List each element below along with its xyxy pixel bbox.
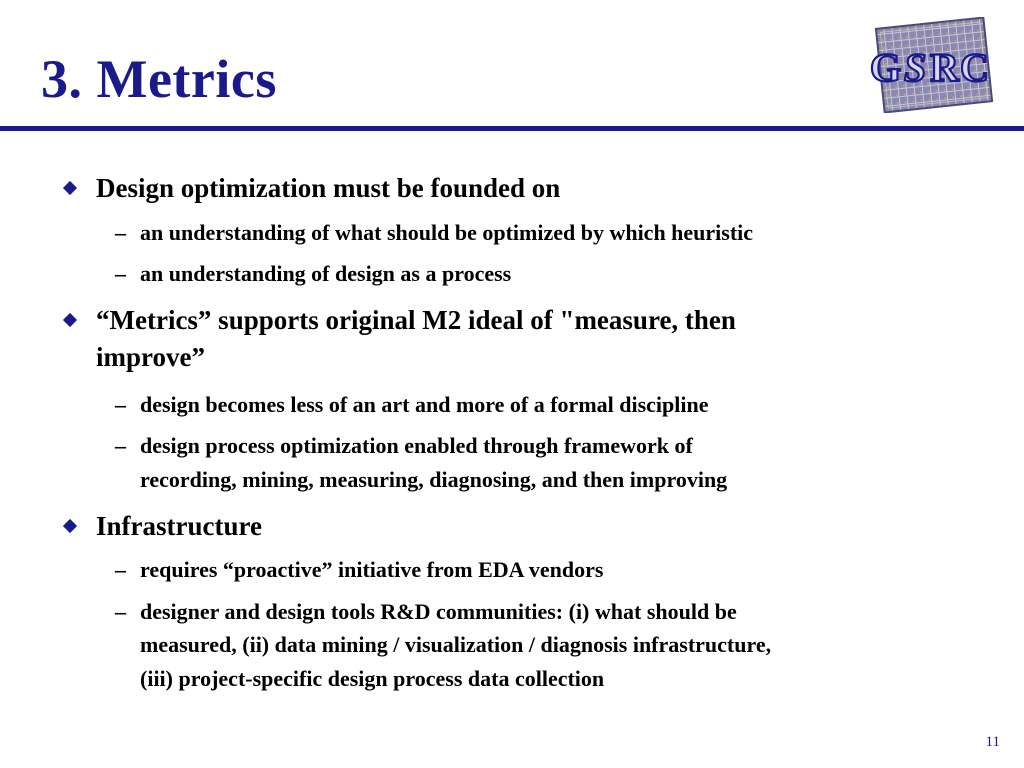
diamond-bullet-icon [63, 181, 77, 195]
bullet-3-sub-1: requires “proactive” initiative from EDA vendors [140, 557, 604, 582]
bullet-2-sub-1: design becomes less of an art and more of a formal discipline [140, 392, 709, 417]
slide-title: 3. Metrics [41, 49, 277, 109]
svg-text:R: R [930, 45, 959, 90]
diamond-bullet-icon [63, 313, 77, 327]
dash-bullet: – [115, 599, 126, 624]
bullet-2-sub-2-line-2: recording, mining, measuring, diagnosing, and then improving [140, 467, 728, 492]
bullet-3-text: Infrastructure [96, 511, 262, 541]
bullet-2-sub-2-line-1: design process optimization enabled through framework of [140, 433, 693, 458]
bullet-3-sub-2-line-1: designer and design tools R&D communities: (i) what should be [140, 599, 737, 624]
bullet-2-text-line-1: “Metrics” supports original M2 ideal of "measure, then [96, 305, 736, 335]
dash-bullet: – [115, 433, 126, 458]
bullet-3-sub-2-line-3: (iii) project-specific design process data collection [140, 666, 605, 691]
dash-bullet: – [115, 392, 126, 417]
bullet-3-sub-2-line-2: measured, (ii) data mining / visualization / diagnosis infrastructure, [140, 632, 772, 657]
bullet-1-text: Design optimization must be founded on [96, 173, 561, 203]
page-number: 11 [985, 734, 1000, 750]
bullet-2-text-line-2: improve” [96, 342, 205, 372]
svg-text:S: S [904, 45, 927, 90]
dash-bullet: – [115, 220, 126, 245]
bullet-1-sub-1: an understanding of what should be optimized by which heuristic [140, 220, 754, 245]
svg-text:G: G [870, 45, 902, 90]
dash-bullet: – [115, 557, 126, 582]
dash-bullet: – [115, 261, 126, 286]
bullet-1-sub-2: an understanding of design as a process [140, 261, 512, 286]
diamond-bullet-icon [63, 519, 77, 533]
svg-text:C: C [960, 45, 989, 90]
